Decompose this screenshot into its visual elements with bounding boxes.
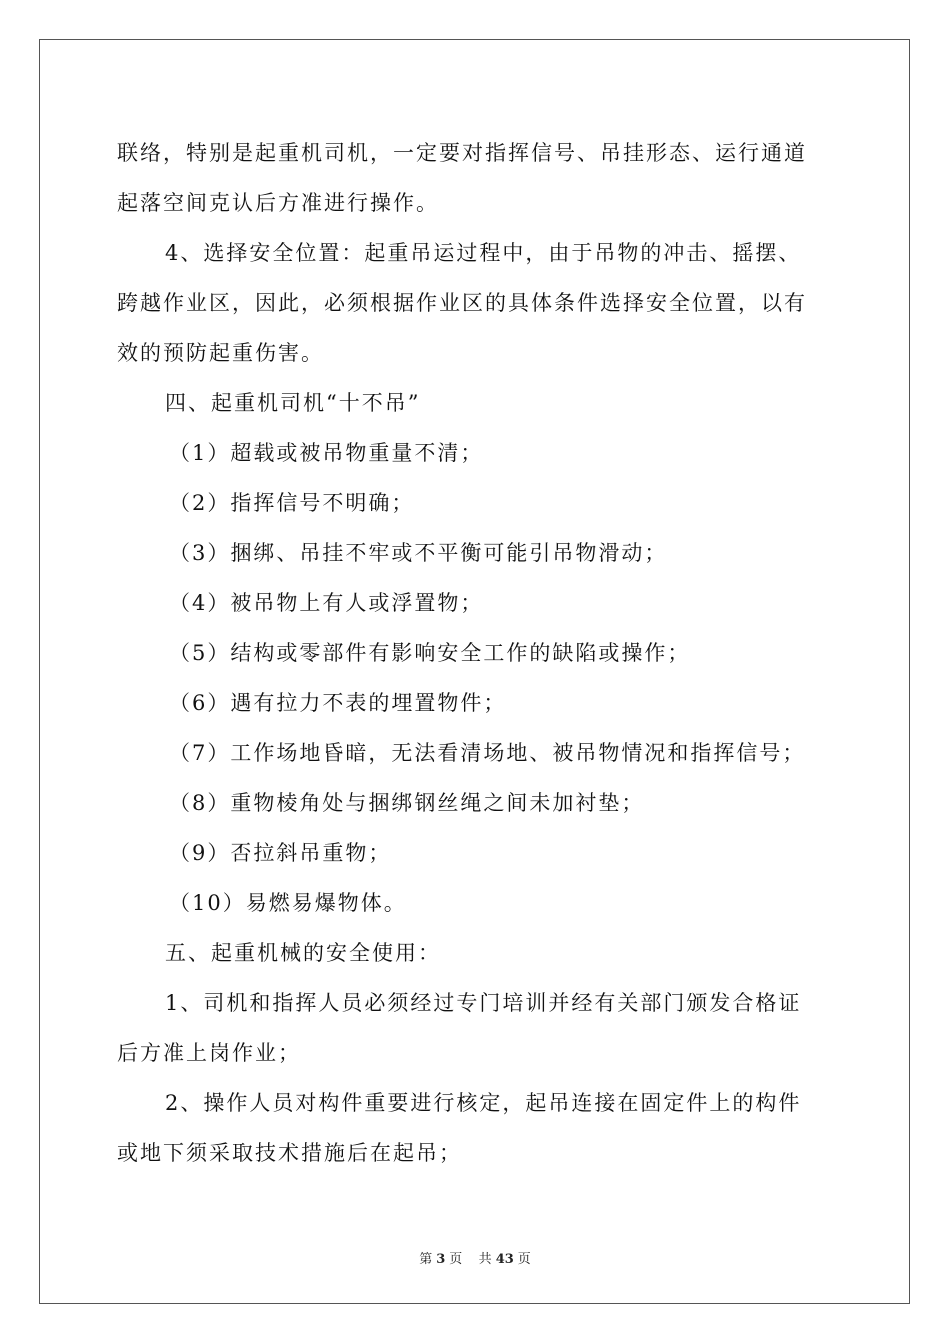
- paragraph-line: 或地下须采取技术措施后在起吊；: [117, 1141, 462, 1165]
- list-item: （9）否拉斜吊重物；: [169, 841, 392, 865]
- list-item: （10）易燃易爆物体。: [169, 891, 407, 915]
- section-heading: 五、起重机械的安全使用：: [165, 941, 441, 965]
- list-item: （8）重物棱角处与捆绑钢丝绳之间未加衬垫；: [169, 791, 645, 815]
- list-item: （2）指挥信号不明确；: [169, 491, 415, 515]
- paragraph-line: 效的预防起重伤害。: [117, 341, 324, 365]
- page-suffix: 页: [449, 1252, 463, 1267]
- page-prefix: 第: [419, 1252, 433, 1267]
- paragraph-line: 4、选择安全位置：起重吊运过程中，由于吊物的冲击、摇摆、: [165, 241, 802, 265]
- paragraph-line: 起落空间克认后方准进行操作。: [117, 191, 439, 215]
- paragraph-line: 后方准上岗作业；: [117, 1041, 301, 1065]
- list-item: （5）结构或零部件有影响安全工作的缺陷或操作；: [169, 641, 691, 665]
- list-item: （7）工作场地昏暗，无法看清场地、被吊物情况和指挥信号；: [169, 741, 806, 765]
- list-item: （6）遇有拉力不表的埋置物件；: [169, 691, 507, 715]
- paragraph-line: 跨越作业区，因此，必须根据作业区的具体条件选择安全位置，以有: [117, 291, 807, 315]
- paragraph-line: 联络，特别是起重机司机，一定要对指挥信号、吊挂形态、运行通道: [117, 141, 807, 165]
- section-heading: 四、起重机司机“十不吊”: [165, 391, 421, 415]
- paragraph-line: 2、操作人员对构件重要进行核定，起吊连接在固定件上的构件: [165, 1091, 802, 1115]
- total-pages: 43: [495, 1252, 514, 1267]
- list-item: （3）捆绑、吊挂不牢或不平衡可能引吊物滑动；: [169, 541, 668, 565]
- total-prefix: 共: [478, 1252, 492, 1267]
- list-item: （1）超载或被吊物重量不清；: [169, 441, 484, 465]
- document-body: [117, 128, 837, 1178]
- paragraph-line: 1、司机和指挥人员必须经过专门培训并经有关部门颁发合格证: [165, 991, 802, 1015]
- page-number: 3: [436, 1252, 446, 1267]
- list-item: （4）被吊物上有人或浮置物；: [169, 591, 484, 615]
- page-footer: [0, 1248, 950, 1267]
- total-suffix: 页: [517, 1252, 531, 1267]
